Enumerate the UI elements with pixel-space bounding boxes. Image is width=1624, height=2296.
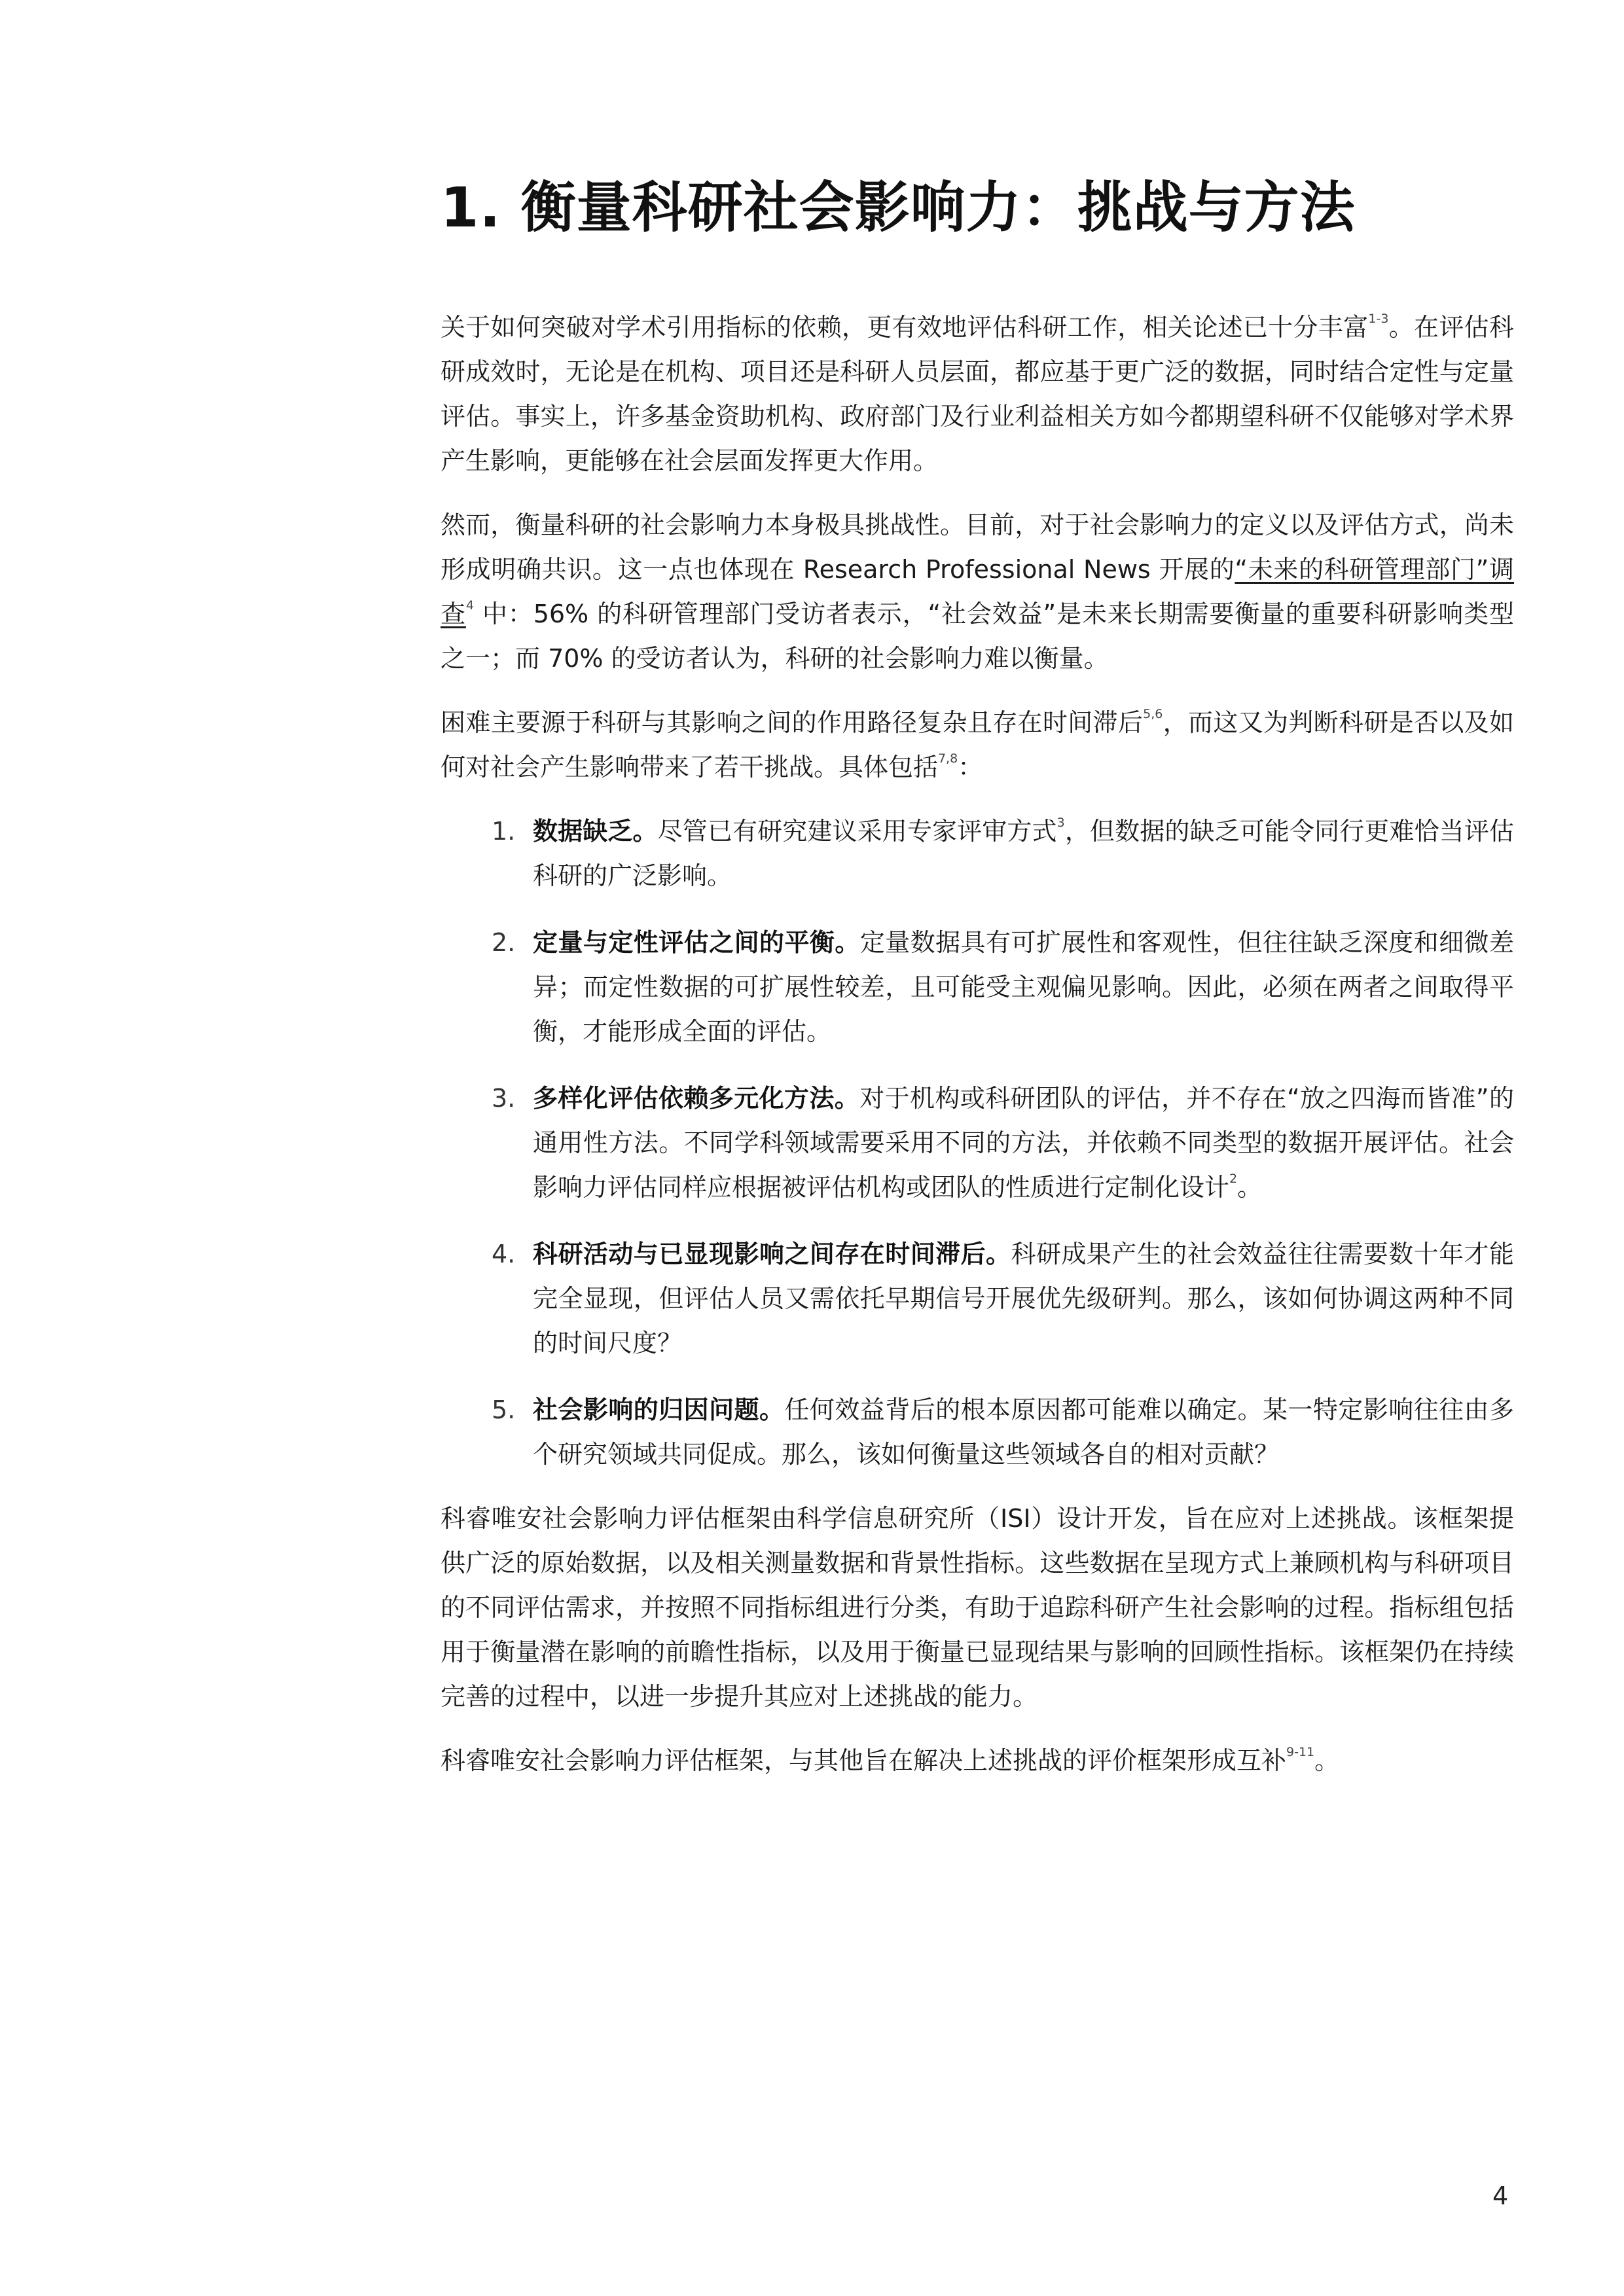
paragraph-text: 然而，衡量科研的社会影响力本身极具挑战性。目前，对于社会影响力的定义以及评估方式，尚未形成明确共识。这一点也体现在 Research Professional News 开展的 [441, 511, 1514, 584]
list-item-title: 科研活动与已显现影响之间存在时间滞后。 [533, 1240, 1011, 1268]
paragraph-text: 中：56% 的科研管理部门受访者表示，“社会效益”是未来长期需要衡量的重要科研影响类型之一；而 70% 的受访者认为，科研的社会影响力难以衡量。 [441, 600, 1514, 673]
list-item-title: 数据缺乏。 [533, 817, 658, 846]
paragraph-complement [441, 1738, 1514, 1783]
survey-link[interactable]: “未来的科研管理部门”调查 [441, 555, 1514, 628]
paragraph-text: ： [958, 753, 983, 781]
list-number: 5. [492, 1395, 516, 1424]
body-text [441, 305, 1514, 1803]
citation-ref: 4 [465, 598, 474, 613]
citation-ref: 3 [1056, 816, 1065, 831]
list-number: 1. [492, 817, 516, 846]
challenge-list [441, 809, 1514, 1477]
list-item [441, 1388, 1514, 1477]
paragraph-text: 关于如何突破对学术引用指标的依赖，更有效地评估科研工作，相关论述已十分丰富 [441, 313, 1369, 342]
list-item-title: 多样化评估依赖多元化方法。 [533, 1084, 860, 1113]
citation-ref: 5,6 [1143, 707, 1163, 722]
paragraph-text: 。在评估科研成效时，无论是在机构、项目还是科研人员层面，都应基于更广泛的数据，同时结合定性与定量评估。事实上，许多基金资助机构、政府部门及行业利益相关方如今都期望科研不仅能够对学术界产生影响，更能够在社会层面发挥更大作用。 [441, 313, 1514, 475]
list-item-text: 定量数据具有可扩展性和客观性，但往往缺乏深度和细微差异；而定性数据的可扩展性较差，且可能受主观偏见影响。因此，必须在两者之间取得平衡，才能形成全面的评估。 [533, 928, 1514, 1046]
list-number: 4. [492, 1240, 516, 1268]
list-item [441, 1232, 1514, 1365]
list-item [441, 920, 1514, 1054]
page-title: 1. 衡量科研社会影响力：挑战与方法 [441, 175, 1356, 240]
paragraph-text: 困难主要源于科研与其影响之间的作用路径复杂且存在时间滞后 [441, 708, 1144, 737]
citation-ref: 7,8 [938, 751, 958, 766]
list-item-text: 尽管已有研究建议采用专家评审方式 [657, 817, 1057, 846]
paragraph-intro [441, 305, 1514, 483]
list-item-text: 任何效益背后的根本原因都可能难以确定。某一特定影响往往由多个研究领域共同促成。那么，该如何衡量这些领域各自的相对贡献？ [533, 1395, 1514, 1469]
list-number: 3. [492, 1084, 516, 1113]
list-item-title: 定量与定性评估之间的平衡。 [533, 928, 860, 957]
paragraph-text: ，而这又为判断科研是否以及如何对社会产生影响带来了若干挑战。具体包括 [441, 708, 1514, 781]
list-item-text: ，但数据的缺乏可能令同行更难恰当评估科研的广泛影响。 [533, 817, 1514, 890]
list-item-text: 科研成果产生的社会效益往往需要数十年才能完全显现，但评估人员又需依托早期信号开展优先级研判。那么，该如何协调这两种不同的时间尺度？ [533, 1240, 1514, 1357]
paragraph-text: 科睿唯安社会影响力评估框架由科学信息研究所（ISI）设计开发，旨在应对上述挑战。该框架提供广泛的原始数据，以及相关测量数据和背景性指标。这些数据在呈现方式上兼顾机构与科研项目的不同评估需求，并按照不同指标组进行分类，有助于追踪科研产生社会影响的过程。指标组包括用于衡量潜在影响的前瞻性指标，以及用于衡量已显现结果与影响的回顾性指标。该框架仍在持续完善的过程中，以进一步提升其应对上述挑战的能力。 [441, 1504, 1514, 1711]
list-item-text: 。 [1237, 1173, 1263, 1202]
list-number: 2. [492, 928, 516, 957]
list-item-title: 社会影响的归因问题。 [533, 1395, 785, 1424]
list-item-text: 对于机构或科研团队的评估，并不存在“放之四海而皆准”的通用性方法。不同学科领域需要采用不同的方法，并依赖不同类型的数据开展评估。社会影响力评估同样应根据被评估机构或团队的性质进行定制化设计 [533, 1084, 1514, 1202]
citation-ref: 1-3 [1368, 312, 1389, 327]
list-item [441, 809, 1514, 898]
paragraph-text: 科睿唯安社会影响力评估框架，与其他旨在解决上述挑战的评价框架形成互补 [441, 1746, 1287, 1775]
page-number: 4 [1492, 2181, 1509, 2210]
citation-ref: 9-11 [1286, 1745, 1315, 1760]
paragraph-framework [441, 1496, 1514, 1719]
list-item [441, 1076, 1514, 1210]
paragraph-text: 。 [1314, 1746, 1340, 1775]
citation-ref: 2 [1229, 1172, 1238, 1187]
paragraph-difficulty [441, 700, 1514, 789]
paragraph-challenge [441, 503, 1514, 681]
